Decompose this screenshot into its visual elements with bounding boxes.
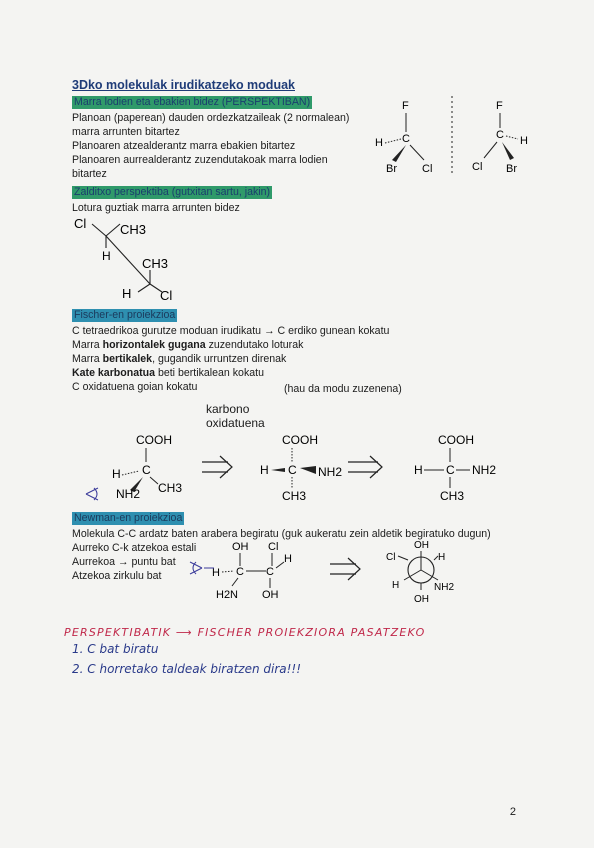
atom-label: COOH: [438, 433, 474, 447]
text-line: C oxidatuena goian kokatu: [72, 381, 198, 393]
atom-label: Br: [506, 163, 517, 175]
atom-label: COOH: [282, 433, 318, 447]
atom-label: Cl: [472, 161, 483, 173]
section-header-newman: Newman-en proiekzioa: [74, 512, 183, 524]
atom-label: NH2: [116, 487, 141, 501]
text-line: bitartez: [72, 168, 107, 180]
text-line: C tetraedrikoa gurutze moduan irudikatu → C erdiko gunean kokatu: [72, 325, 390, 337]
atom-label: C: [402, 133, 410, 145]
text-line: Marra bertikalek, gugandik urruntzen direnak: [72, 353, 287, 365]
note-text: (hau da modu zuzenena): [284, 383, 402, 395]
annotation-label: karbono: [206, 402, 250, 416]
section-header-zalditxo: Zalditxo perspektiba (gutxitan sartu, jakin): [74, 186, 271, 198]
atom-label: OH: [414, 594, 429, 605]
atom-label: F: [402, 100, 409, 112]
atom-label: Br: [386, 163, 397, 175]
atom-label: C: [266, 566, 274, 578]
text-line: Marra horizontalek gugana zuzendutako loturak: [72, 339, 304, 351]
atom-label: H2N: [216, 589, 239, 601]
page-number: 2: [509, 806, 516, 818]
text-line: marra arrunten bitartez: [72, 126, 180, 138]
atom-label: H: [102, 249, 111, 263]
text-line: Planoan (paperean) dauden ordezkatzaileak (2 normalean): [72, 112, 350, 124]
atom-label: Cl: [422, 163, 433, 175]
text-line: Planoaren aurrealderantz zuzendutakoak marra lodien: [72, 154, 328, 166]
section-header-fischer: Fischer-en proiekzioa: [74, 309, 176, 321]
atom-label: C: [236, 566, 244, 578]
text-line: Planoaren atzealderantz marra ebakien bitartez: [72, 140, 296, 152]
atom-label: H: [112, 467, 121, 481]
atom-label: H: [520, 135, 528, 147]
atom-label: CH3: [120, 222, 147, 237]
atom-label: Cl: [160, 288, 173, 303]
atom-label: H: [375, 137, 383, 149]
atom-label: H: [122, 286, 132, 301]
section-header-perspektiba: Marra lodien eta ebakien bidez (PERSPEKTIBAN): [74, 96, 311, 108]
atom-label: F: [496, 100, 503, 112]
atom-label: H: [284, 553, 292, 565]
handwritten-step: 1. C bat biratu: [72, 642, 159, 656]
atom-label: CH3: [158, 481, 183, 495]
atom-label: NH2: [472, 463, 497, 477]
text-line: Molekula C-C ardatz baten arabera begiratu (guk aukeratu zein aldetik begiratuko dugun): [72, 528, 491, 540]
perspective-molecules-diagram: [370, 92, 540, 182]
atom-label: H: [392, 580, 400, 591]
atom-label: OH: [414, 540, 429, 551]
atom-label: C: [496, 129, 504, 141]
atom-label: CH3: [440, 489, 465, 503]
text-line: Aurrekoa → puntu bat: [72, 556, 176, 568]
atom-label: OH: [262, 589, 279, 601]
atom-label: C: [288, 463, 297, 477]
atom-label: C: [446, 463, 455, 477]
atom-label: H: [212, 567, 220, 579]
atom-label: NH2: [434, 582, 455, 593]
handwritten-step: 2. C horretako taldeak biratzen dira!!!: [72, 662, 302, 676]
atom-label: H: [260, 463, 269, 477]
text-line: Kate karbonatua beti bertikalean kokatu: [72, 367, 264, 379]
atom-label: CH3: [282, 489, 307, 503]
atom-label: Cl: [386, 552, 396, 563]
atom-label: OH: [232, 541, 249, 553]
handwritten-title: PERSPEKTIBATIK ⟶ FISCHER PROIEKZIORA PASATZEKO: [64, 626, 426, 639]
annotation-label: oxidatuena: [206, 416, 265, 430]
atom-label: COOH: [136, 433, 172, 447]
text-line: Atzekoa zirkulu bat: [72, 570, 162, 582]
atom-label: C: [142, 463, 151, 477]
newman-projection-diagram: [176, 538, 476, 606]
atom-label: Cl: [74, 216, 87, 231]
atom-label: H: [438, 552, 446, 563]
sawhorse-diagram: [72, 212, 192, 307]
page-heading: 3Dko molekulak irudikatzeko moduak: [72, 78, 295, 92]
fischer-projection-diagram: [80, 428, 510, 508]
atom-label: Cl: [268, 541, 279, 553]
text-line: Aurreko C-k atzekoa estali: [72, 542, 197, 554]
text-line: Lotura guztiak marra arrunten bidez: [72, 202, 240, 214]
atom-label: H: [414, 463, 423, 477]
atom-label: CH3: [142, 256, 169, 271]
atom-label: NH2: [318, 465, 343, 479]
